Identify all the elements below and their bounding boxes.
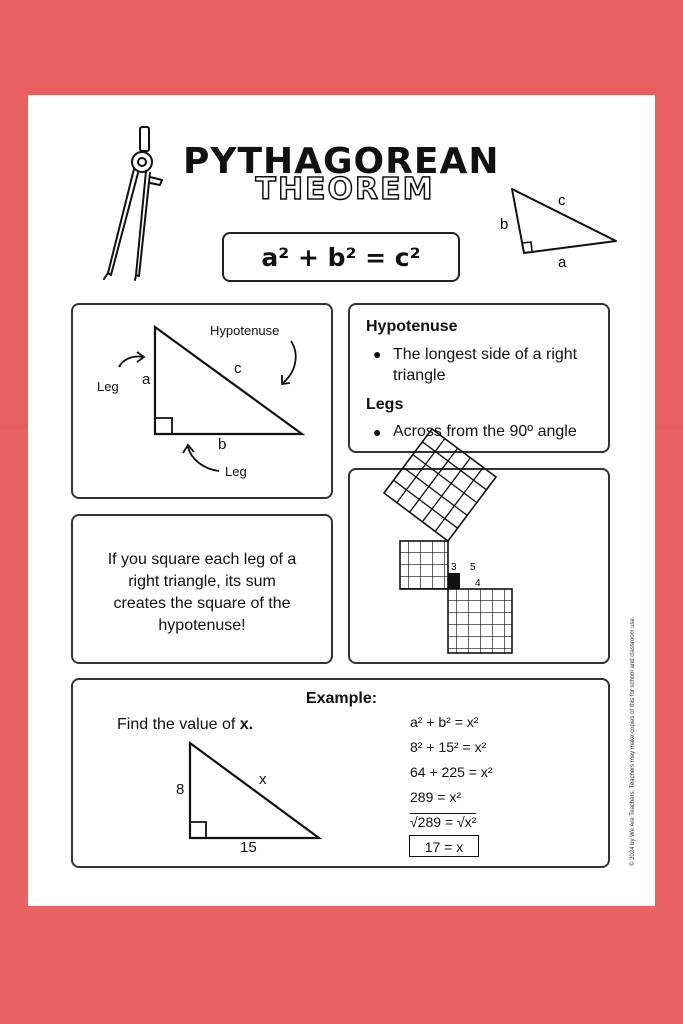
corner-triangle-diagram <box>500 185 625 275</box>
equation-step-4: 289 = x² <box>410 789 461 805</box>
example-triangle <box>71 678 371 868</box>
equation-step-2: 8² + 15² = x² <box>410 739 487 755</box>
side-b-label: b <box>218 436 227 453</box>
corner-label-b: b <box>500 216 509 233</box>
bullet-icon: ● <box>373 424 382 440</box>
hypotenuse-definition: The longest side of a right triangle <box>393 346 578 384</box>
side-c-label: c <box>234 360 242 377</box>
corner-label-c: c <box>558 192 566 209</box>
square-label-3: 3 <box>451 562 457 573</box>
formula-box: a² + b² = c² <box>222 232 460 282</box>
explanation-text: If you square each leg of a right triangle, its sum creates the square of the hypotenuse! <box>107 551 297 634</box>
leg-label-bottom: Leg <box>225 464 247 479</box>
answer-box: 17 = x <box>409 835 479 857</box>
hypotenuse-heading: Hypotenuse <box>366 318 458 335</box>
side-a-label: a <box>142 371 151 388</box>
example-side-8: 8 <box>176 781 185 798</box>
title-line-1: PYTHAGOREAN <box>183 141 500 182</box>
example-side-15: 15 <box>240 839 257 856</box>
legs-heading: Legs <box>366 396 404 413</box>
equation-step-5: √289 = √x² <box>410 814 477 830</box>
leg-label-left: Leg <box>97 379 119 394</box>
example-prompt-variable: x. <box>239 716 254 733</box>
legs-definition: Across from the 90º angle <box>393 423 577 440</box>
square-label-4: 4 <box>475 578 481 589</box>
example-side-x: x <box>259 771 267 788</box>
example-prompt-text: Find the value of <box>117 716 240 733</box>
pythagorean-squares-diagram <box>348 468 610 664</box>
corner-label-a: a <box>558 254 567 271</box>
square-label-5: 5 <box>470 562 476 573</box>
hypotenuse-label: Hypotenuse <box>210 323 280 338</box>
example-title: Example: <box>305 690 378 707</box>
bullet-icon: ● <box>373 346 382 362</box>
equation-step-3: 64 + 225 = x² <box>410 764 493 780</box>
compass-icon <box>100 125 170 280</box>
explanation-card <box>71 514 333 664</box>
title-line-2: THEOREM <box>255 172 435 207</box>
equation-step-1: a² + b² = x² <box>410 714 479 730</box>
copyright-notice: © 2024 by We Are Teachers. Teachers may make copies of this for school and classroom use. <box>630 616 636 866</box>
labeled-right-triangle <box>71 303 333 499</box>
